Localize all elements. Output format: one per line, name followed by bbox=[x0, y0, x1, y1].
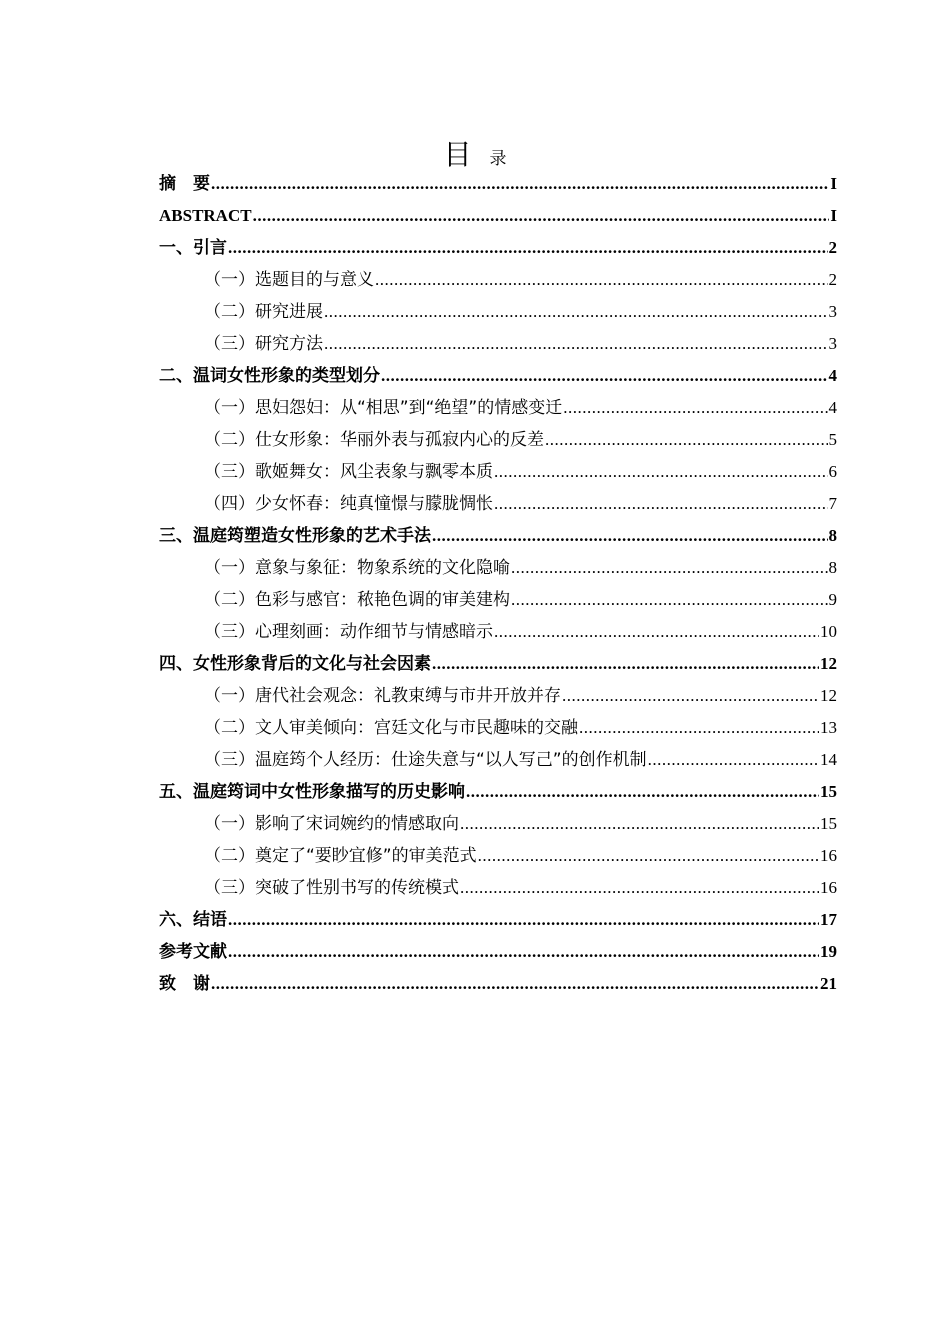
toc-entry[interactable] bbox=[159, 520, 837, 552]
dot-leader bbox=[228, 936, 819, 968]
toc-entry-page-number: 19 bbox=[820, 942, 837, 961]
toc-entry-page-number: 12 bbox=[820, 654, 837, 673]
dot-leader bbox=[211, 168, 829, 200]
toc-entry[interactable] bbox=[159, 584, 837, 616]
dot-leader bbox=[494, 456, 828, 488]
dot-leader bbox=[324, 328, 828, 360]
dot-leader bbox=[432, 648, 819, 680]
toc-entry[interactable] bbox=[159, 808, 837, 840]
toc-entry-page-number: 4 bbox=[828, 398, 837, 417]
dot-leader bbox=[324, 296, 828, 328]
toc-entry-page-number: 14 bbox=[820, 750, 837, 769]
toc-entry-label: （一）唐代社会观念：礼教束缚与市井开放并存 bbox=[204, 686, 561, 706]
toc-entry-label: （二）色彩与感官：秾艳色调的审美建构 bbox=[204, 590, 510, 610]
toc-entry-page-number: 10 bbox=[820, 622, 837, 641]
toc-entry-label: 致 谢 bbox=[159, 974, 210, 994]
toc-entry-label: （二）奠定了“要眇宜修”的审美范式 bbox=[204, 846, 477, 866]
toc-entry-label: 四、女性形象背后的文化与社会因素 bbox=[159, 654, 431, 674]
toc-entry-label: （三）温庭筠个人经历：仕途失意与“以人写己”的创作机制 bbox=[204, 750, 647, 770]
toc-entry[interactable] bbox=[159, 328, 837, 360]
dot-leader bbox=[375, 264, 828, 296]
toc-entry-page-number: 12 bbox=[820, 686, 837, 705]
toc-entry[interactable] bbox=[159, 360, 837, 392]
dot-leader bbox=[460, 808, 819, 840]
dot-leader bbox=[563, 392, 827, 424]
toc-entry[interactable] bbox=[159, 168, 837, 200]
toc-entry-page-number: 3 bbox=[828, 302, 837, 321]
dot-leader bbox=[478, 840, 819, 872]
dot-leader bbox=[562, 680, 819, 712]
toc-entry-page-number: 16 bbox=[820, 846, 837, 865]
toc-entry-page-number: 2 bbox=[828, 270, 837, 289]
toc-heading-char-2: 录 bbox=[489, 149, 507, 169]
dot-leader bbox=[579, 712, 819, 744]
toc-entry-page-number: 3 bbox=[828, 334, 837, 353]
toc-entry-page-number: 8 bbox=[828, 558, 837, 577]
toc-entry-page-number: 16 bbox=[820, 878, 837, 897]
toc-entry-page-number: 15 bbox=[820, 814, 837, 833]
dot-leader bbox=[460, 872, 819, 904]
dot-leader bbox=[432, 520, 828, 552]
toc-entry[interactable] bbox=[159, 264, 837, 296]
toc-entry[interactable] bbox=[159, 904, 837, 936]
dot-leader bbox=[494, 616, 819, 648]
toc-entry-label: （三）歌姬舞女：风尘表象与飘零本质 bbox=[204, 462, 493, 482]
toc-entry-page-number: 4 bbox=[828, 366, 837, 385]
toc-entry[interactable] bbox=[159, 968, 837, 1000]
toc-entry-page-number: I bbox=[830, 174, 837, 193]
toc-entry[interactable] bbox=[159, 776, 837, 808]
toc-entry-label: （三）突破了性别书写的传统模式 bbox=[204, 878, 459, 898]
toc-entry-label: ABSTRACT bbox=[159, 206, 252, 225]
toc-entry[interactable] bbox=[159, 712, 837, 744]
toc-entry[interactable] bbox=[159, 552, 837, 584]
toc-entry[interactable] bbox=[159, 744, 837, 776]
dot-leader bbox=[545, 424, 828, 456]
toc-entry[interactable] bbox=[159, 424, 837, 456]
toc-heading-char-1: 目 bbox=[443, 138, 472, 171]
toc-entry-page-number: 9 bbox=[828, 590, 837, 609]
toc-entry[interactable] bbox=[159, 680, 837, 712]
toc-entry-label: 参考文献 bbox=[159, 942, 227, 962]
toc-heading bbox=[0, 133, 950, 173]
toc-entry-label: （一）影响了宋词婉约的情感取向 bbox=[204, 814, 459, 834]
dot-leader bbox=[466, 776, 819, 808]
toc-entry[interactable] bbox=[159, 296, 837, 328]
toc-entry-label: （一）选题目的与意义 bbox=[204, 270, 374, 290]
toc-entry-page-number: 17 bbox=[820, 910, 837, 929]
dot-leader bbox=[211, 968, 819, 1000]
toc-entry[interactable] bbox=[159, 616, 837, 648]
dot-leader bbox=[381, 360, 828, 392]
toc-entry-label: 一、引言 bbox=[159, 238, 227, 258]
toc-entry-label: （一）思妇怨妇：从“相思”到“绝望”的情感变迁 bbox=[204, 398, 563, 418]
toc-entry-page-number: 13 bbox=[820, 718, 837, 737]
toc-entry-label: 二、温词女性形象的类型划分 bbox=[159, 366, 380, 386]
toc-entry[interactable] bbox=[159, 840, 837, 872]
toc-entry-label: （四）少女怀春：纯真憧憬与朦胧惆怅 bbox=[204, 494, 493, 514]
toc-entry-label: 五、温庭筠词中女性形象描写的历史影响 bbox=[159, 782, 465, 802]
toc-entry-label: （二）文人审美倾向：宫廷文化与市民趣味的交融 bbox=[204, 718, 578, 738]
toc-entry-page-number: 21 bbox=[820, 974, 837, 993]
toc-entry-label: （二）研究进展 bbox=[204, 302, 323, 322]
toc-entry[interactable] bbox=[159, 232, 837, 264]
toc-entry-page-number: 7 bbox=[828, 494, 837, 513]
toc-entry-page-number: 6 bbox=[828, 462, 837, 481]
toc-entry-label: 六、结语 bbox=[159, 910, 227, 930]
toc-entry[interactable] bbox=[159, 200, 837, 232]
table-of-contents bbox=[159, 168, 837, 1000]
toc-entry[interactable] bbox=[159, 936, 837, 968]
toc-entry-label: （三）心理刻画：动作细节与情感暗示 bbox=[204, 622, 493, 642]
dot-leader bbox=[228, 232, 828, 264]
toc-entry-page-number: 8 bbox=[828, 526, 837, 545]
dot-leader bbox=[511, 552, 828, 584]
toc-entry[interactable] bbox=[159, 392, 837, 424]
toc-entry-page-number: 5 bbox=[828, 430, 837, 449]
toc-entry-label: 摘 要 bbox=[159, 174, 210, 194]
toc-entry-label: （三）研究方法 bbox=[204, 334, 323, 354]
toc-entry[interactable] bbox=[159, 488, 837, 520]
toc-entry[interactable] bbox=[159, 872, 837, 904]
toc-entry-label: （一）意象与象征：物象系统的文化隐喻 bbox=[204, 558, 510, 578]
toc-entry-page-number: 2 bbox=[828, 238, 837, 257]
toc-entry-page-number: I bbox=[830, 206, 837, 225]
dot-leader bbox=[511, 584, 828, 616]
dot-leader bbox=[228, 904, 819, 936]
dot-leader bbox=[494, 488, 828, 520]
toc-entry[interactable] bbox=[159, 456, 837, 488]
toc-entry[interactable] bbox=[159, 648, 837, 680]
toc-entry-label: （二）仕女形象：华丽外表与孤寂内心的反差 bbox=[204, 430, 544, 450]
dot-leader bbox=[648, 744, 819, 776]
toc-entry-page-number: 15 bbox=[820, 782, 837, 801]
dot-leader bbox=[253, 200, 830, 232]
toc-entry-label: 三、温庭筠塑造女性形象的艺术手法 bbox=[159, 526, 431, 546]
